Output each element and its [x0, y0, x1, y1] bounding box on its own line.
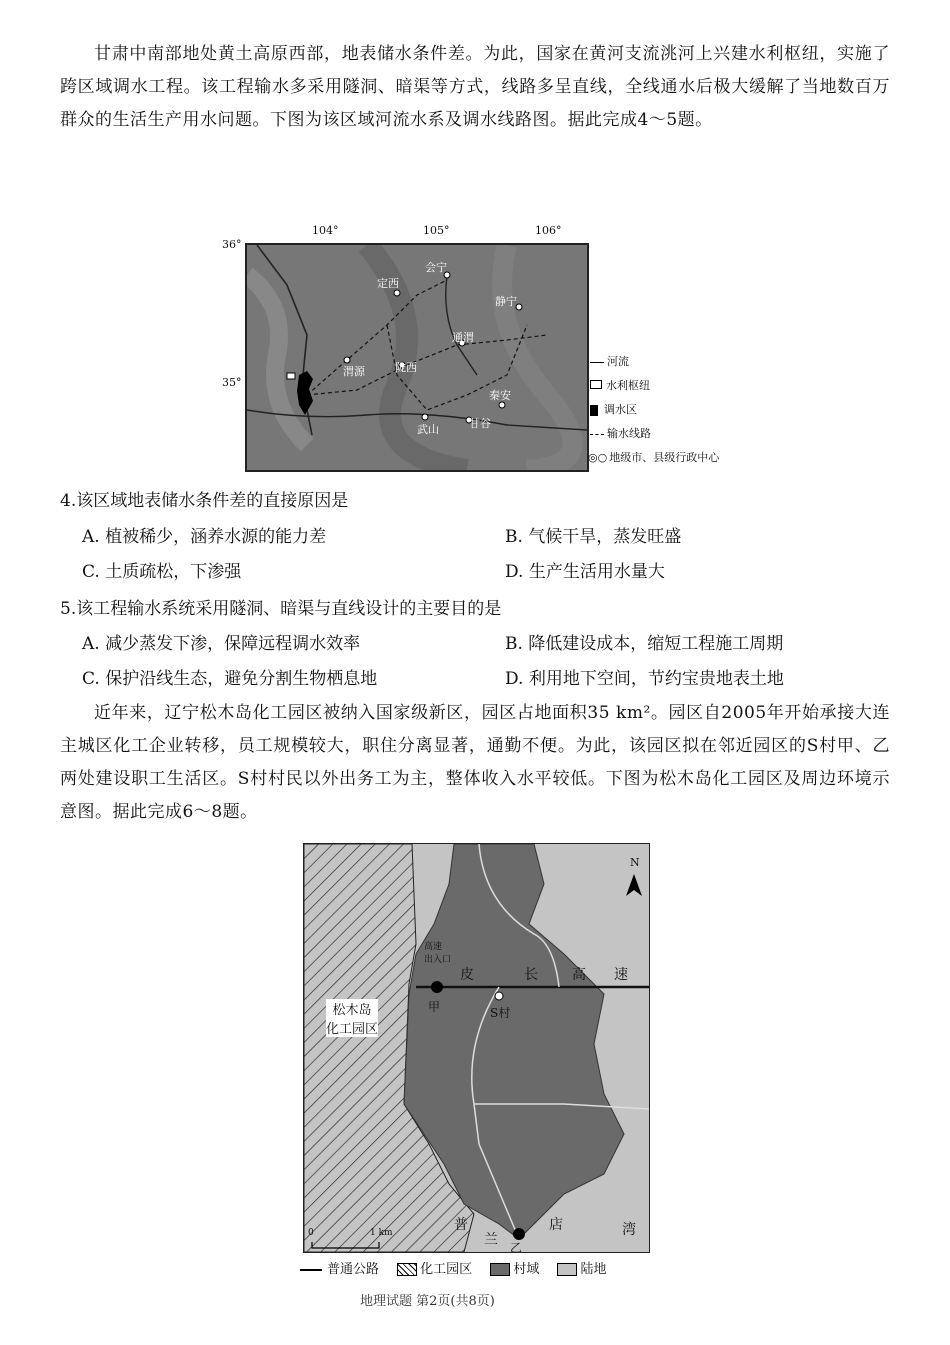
bay-char-4: 湾: [622, 1222, 636, 1238]
q4-option-a: A. 植被稀少，涵养水源的能力差: [82, 527, 327, 547]
legend-diversion: 调水区: [590, 401, 637, 417]
q5-option-a: A. 减少蒸发下渗，保障远程调水效率: [82, 634, 361, 654]
lon-label-104: 104°: [312, 224, 339, 237]
jia-site: [431, 981, 443, 993]
dam-marker: [287, 373, 295, 379]
q5-option-b: B. 降低建设成本，缩短工程施工周期: [505, 634, 784, 654]
map2-svg: [304, 844, 649, 1252]
lon-label-105: 105°: [423, 224, 450, 237]
q5-option-d: D. 利用地下空间，节约宝贵地表土地: [505, 669, 784, 689]
place-weiyuan: 渭源: [343, 365, 365, 378]
scale-1km: 1 km: [370, 1228, 393, 1238]
map2-legend: [300, 1258, 606, 1277]
bay-char-2: 兰: [484, 1232, 498, 1248]
park-label: 松木岛 化工园区: [326, 999, 378, 1037]
scale-0: 0: [308, 1228, 314, 1238]
legend-river: 河流: [590, 353, 629, 369]
q4-stem: 4.该区域地表储水条件差的直接原因是: [60, 491, 349, 511]
q5-stem: 5.该工程输水系统采用隧洞、暗渠与直线设计的主要目的是: [60, 599, 502, 619]
page-footer: 地理试题 第2页(共8页): [360, 1294, 495, 1309]
place-jingning: 静宁: [495, 295, 517, 308]
legend-dam: 水利枢纽: [590, 377, 650, 393]
place-wushan: 武山: [417, 423, 439, 436]
highway-char-2: 长: [524, 967, 538, 983]
exit-label: 高速 出入口: [424, 942, 452, 965]
q4-option-c: C. 土质疏松，下渗强: [82, 562, 242, 582]
place-dingxi: 定西: [377, 277, 399, 290]
water-diversion-map: [245, 243, 589, 472]
legend-park: 化工园区: [397, 1262, 472, 1277]
place-qinan: 秦安: [489, 389, 511, 402]
highway-char-4: 速: [614, 967, 628, 983]
place-huining: 会宁: [425, 261, 447, 274]
legend-city: ◎○ 地级市、县级行政中心: [588, 451, 720, 464]
lat-label-35: 35°: [222, 376, 242, 389]
lat-label-36: 36°: [222, 238, 242, 251]
bay-char-1: 普: [454, 1217, 468, 1233]
bay-char-3: 店: [549, 1217, 563, 1233]
place-gangu: 甘谷: [469, 417, 491, 430]
place-longxi: 陇西: [395, 361, 417, 374]
q4-option-d: D. 生产生活用水量大: [505, 562, 665, 582]
s-village-label: S村: [490, 1006, 511, 1020]
place-tongwei: 通渭: [452, 331, 474, 344]
intro-paragraph-2: 近年来，辽宁松木岛化工园区被纳入国家级新区，园区占地面积35 km²。园区自2005年开始承接大连主城区化工企业转移，员工规模较大，职住分离显著，通勤不便。为此，该园区拟在邻近园区的S村甲、乙两处建设职工生活区。S村村民以外出务工为主，整体收入水平较低。下图为松木岛化工园区及周边环境示意图。据此完成6～8题。: [60, 703, 890, 822]
legend-village: 村域: [490, 1262, 539, 1277]
q5-option-c: C. 保护沿线生态，避免分割生物栖息地: [82, 669, 378, 689]
intro-paragraph-1: 甘肃中南部地处黄土高原西部，地表储水条件差。为此，国家在黄河支流洮河上兴建水利枢纽，实施了跨区域调水工程。该工程输水多采用隧洞、暗渠等方式，线路多呈直线，全线通水后极大缓解了当地数百万群众的生活生产用水问题。下图为该区域河流水系及调水线路图。据此完成4～5题。: [60, 44, 890, 130]
s-village-marker: [495, 992, 503, 1000]
songmudao-map: [303, 843, 650, 1253]
yi-label: 乙: [510, 1241, 523, 1253]
legend-waterline: 输水线路: [590, 425, 651, 441]
highway-char-1: 皮: [460, 967, 474, 983]
north-label: N: [630, 856, 640, 869]
lon-label-106: 106°: [535, 224, 562, 237]
highway-char-3: 高: [572, 967, 586, 983]
q4-option-b: B. 气候干旱，蒸发旺盛: [505, 527, 682, 547]
legend-land: 陆地: [557, 1262, 606, 1277]
legend-road: 普通公路: [300, 1262, 379, 1277]
jia-label: 甲: [428, 1000, 441, 1014]
